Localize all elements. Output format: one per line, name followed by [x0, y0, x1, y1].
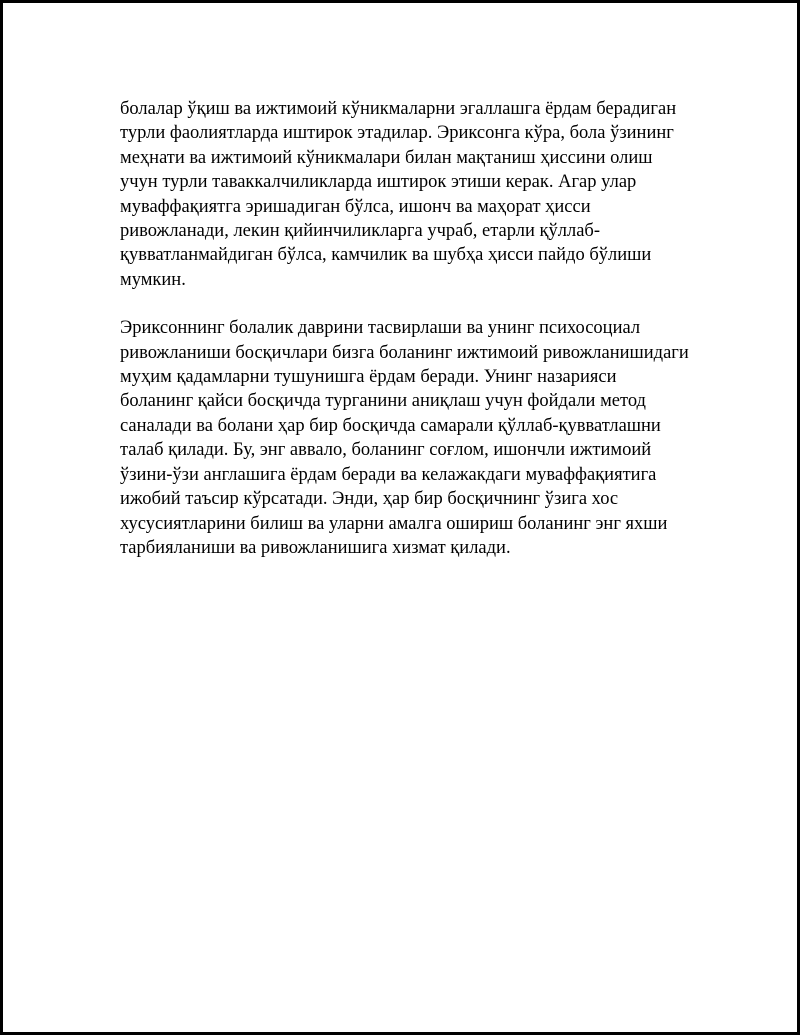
paragraph-line: муҳим қадамларни тушунишга ёрдам беради. Унинг назарияси: [120, 367, 617, 388]
document-body: [120, 97, 710, 584]
paragraph-line: учун турли таваккалчиликларда иштирок этиши керак. Агар улар: [120, 172, 637, 193]
paragraph-line: Эриксоннинг болалик даврини тасвирлаши ва унинг психосоциал: [120, 318, 641, 339]
paragraph-line: хусусиятларини билиш ва уларни амалга ошириш боланинг энг яхши: [120, 513, 668, 534]
paragraph-line: қувватланмайдиган бўлса, камчилик ва шубҳа ҳисси пайдо бўлиши: [120, 245, 652, 266]
paragraph-1: [120, 97, 710, 292]
paragraph-line: меҳнати ва ижтимоий кўникмалари билан мақтаниш ҳиссини олиш: [120, 147, 653, 168]
paragraph-line: турли фаолиятларда иштирок этадилар. Эриксонга кўра, бола ўзининг: [120, 123, 674, 144]
paragraph-line: муваффақиятга эришадиган бўлса, ишонч ва маҳорат ҳисси: [120, 196, 591, 217]
paragraph-line: тарбияланиши ва ривожланишига хизмат қилади.: [120, 537, 511, 558]
paragraph-line: саналади ва болани ҳар бир босқичда самарали қўллаб-қувватлашни: [120, 415, 661, 436]
paragraph-line: талаб қилади. Бу, энг аввало, боланинг соғлом, ишончли ижтимоий: [120, 440, 652, 461]
paragraph-line: ўзини-ўзи англашига ёрдам беради ва келажакдаги муваффақиятига: [120, 464, 657, 485]
paragraph-line: болалар ўқиш ва ижтимоий кўникмаларни эгаллашга ёрдам берадиган: [120, 99, 677, 119]
paragraph-2: [120, 316, 710, 560]
paragraph-line: ривожланиши босқичлари бизга боланинг ижтимоий ривожланишидаги: [120, 342, 689, 363]
paragraph-line: боланинг қайси босқичда турганини аниқлаш учун фойдали метод: [120, 391, 646, 412]
paragraph-line: ривожланади, лекин қийинчиликларга учраб, етарли қўллаб-: [120, 221, 600, 242]
paragraph-line: мумкин.: [120, 269, 186, 290]
paragraph-line: ижобий таъсир кўрсатади. Энди, ҳар бир босқичнинг ўзига хос: [120, 489, 619, 510]
